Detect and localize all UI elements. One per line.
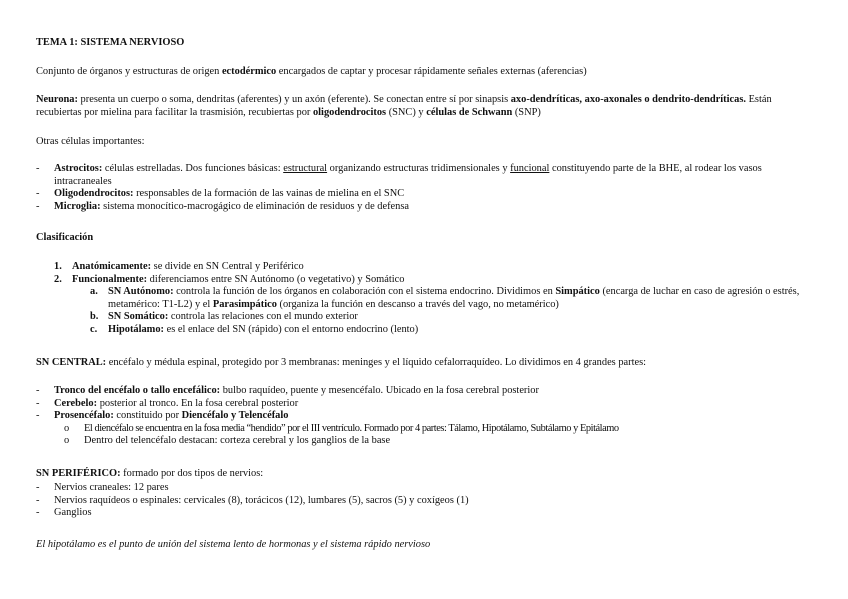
sn-periferico-list — [36, 482, 812, 520]
prosencefalo-text: constituido por — [113, 410, 182, 422]
funcional-underline: funcional — [510, 163, 550, 174]
list-dash: - — [36, 482, 40, 493]
funcionalmente-text: diferenciamos entre SN Autónomo (o vegetativo) y Somático — [147, 273, 405, 285]
autonomo-text: controla la función de los órganos en colaboración con el sistema endocrino. Dividimos en — [173, 286, 556, 298]
sn-periferico-term: SN PERIFÉRICO: — [36, 468, 121, 479]
item-letter: b. — [90, 311, 99, 323]
autonomo-text-3: (organiza la función en descanso a través del vago, no metamérico) — [276, 298, 559, 310]
sn-central-list — [36, 385, 812, 448]
telencefalo-text: Dentro del telencéfalo destacan: corteza cerebral y los ganglios de la base — [84, 435, 391, 447]
list-dash: - — [36, 507, 40, 519]
list-item-oligodendrocitos — [36, 188, 812, 201]
astrocitos-text-3: constituyendo parte de la BHE, al rodear los vasos intracraneales — [54, 163, 762, 187]
microglia-text: sistema monocítico-macrogágico de eliminación de residuos y de defensa — [100, 200, 410, 212]
list-item-cerebelo — [36, 398, 812, 411]
intro-text: Conjunto de órganos y estructuras de origen — [36, 66, 222, 77]
intro-bold-term: ectodérmico — [221, 66, 277, 77]
closing-italic-text: El hipotálamo es el punto de unión del sistema lento de hormonas y el sistema rápido nervioso — [36, 539, 431, 550]
raquideos-text: Nervios raquídeos o espinales: cervicales (8), torácicos (12), lumbares (5), sacros (5) y coxígeos (1) — [54, 494, 469, 506]
neurona-term: Neurona: — [36, 94, 78, 105]
microglia-term: Microglia: — [54, 200, 101, 212]
celulas-list — [36, 163, 812, 213]
hipotalamo-term: Hipotálamo: — [108, 323, 164, 335]
list-item-tronco — [36, 385, 812, 398]
closing-note — [36, 539, 812, 552]
list-dash: - — [36, 385, 40, 396]
autonomo-term: SN Autónomo: — [108, 286, 174, 298]
simpatico-term: Simpático — [555, 286, 600, 298]
tronco-text: bulbo raquídeo, puente y mesencéfalo. Ubicado en la fosa cerebral posterior — [220, 385, 539, 396]
schwann-term: células de Schwann — [426, 106, 513, 118]
neurona-text-2: Están recubiertas por mielina para facilitar la trasmisión, recubiertas por — [36, 94, 772, 118]
sinapsis-types: axo-dendríticas, axo-axonales o dendrito-dendríticas. — [510, 94, 746, 105]
sn-central-term: SN CENTRAL: — [36, 357, 107, 368]
item-number: 2. — [54, 273, 62, 285]
list-item-astrocitos — [36, 163, 812, 188]
sub-item-diencefalo — [36, 423, 812, 436]
list-item-microglia — [36, 201, 812, 214]
neurona-text: presenta un cuerpo o soma, dendritas (aferentes) y un axón (eferente). Se conectan entre sí por sinapsis — [77, 94, 511, 105]
intro-paragraph — [36, 66, 812, 79]
ganglios-text: Ganglios — [54, 507, 92, 519]
autonomo-text-2: (encarga de luchar en caso de agresión o estrés, metamérico: T1-L2) y el — [108, 286, 800, 310]
sn-periferico-text: formado por dos tipos de nervios: — [120, 468, 264, 479]
list-item-raquideos — [36, 495, 812, 508]
sn-periferico-paragraph — [36, 468, 812, 481]
sub-item-telencefalo — [36, 435, 812, 448]
list-dash: - — [36, 397, 40, 409]
sub-bullet: o — [64, 422, 69, 434]
somatico-text: controla las relaciones con el mundo exterior — [168, 311, 358, 323]
otras-celulas-heading: Otras células importantes: — [36, 136, 145, 147]
parasimpatico-term: Parasimpático — [212, 298, 277, 310]
cerebelo-text: posterior al tronco. En la fosa cerebral posterior — [97, 397, 299, 409]
clasificacion-heading: Clasificación — [36, 232, 94, 243]
prosencefalo-term: Prosencéfalo: — [54, 410, 114, 422]
anatomicamente-term: Anatómicamente: — [72, 261, 152, 272]
lettered-item-somatico — [36, 311, 812, 324]
list-item-prosencefalo — [36, 410, 812, 423]
astrocitos-text-2: organizando estructuras tridimensionales y — [327, 163, 511, 174]
sn-central-paragraph — [36, 357, 812, 370]
oligodendrocitos-term: oligodendrocitos — [312, 106, 387, 118]
list-dash: - — [36, 188, 40, 200]
lettered-item-autonomo — [36, 286, 812, 311]
anatomicamente-text: se divide en SN Central y Periférico — [151, 261, 304, 272]
astrocitos-text: células estrelladas. Dos funciones básicas: — [102, 163, 284, 174]
clasificacion-list — [36, 261, 812, 337]
diencefalo-text: El diencéfalo se encuentra en la fosa media “hendido” por el III ventrículo. Formado por 4 partes: Tálamo, Hipotálamo, Subtálamo y Epitálamo — [84, 422, 619, 434]
numbered-item-anatomicamente — [36, 261, 812, 274]
oligodendrocitos-text: responsables de la formación de las vainas de mielina en el SNC — [133, 188, 405, 200]
item-letter: c. — [90, 323, 98, 335]
list-dash: - — [36, 163, 40, 174]
numbered-item-funcionalmente — [36, 274, 812, 287]
astrocitos-term: Astrocitos: — [54, 163, 103, 174]
craneales-text: Nervios craneales: 12 pares — [54, 482, 169, 493]
tronco-term: Tronco del encéfalo o tallo encefálico: — [54, 385, 221, 396]
lettered-item-hipotalamo — [36, 324, 812, 337]
neurona-text-3: (SNC) y — [386, 106, 427, 118]
neurona-paragraph — [36, 94, 812, 119]
item-letter: a. — [90, 286, 98, 298]
hipotalamo-text: es el enlace del SN (rápido) con el entorno endocrino (lento) — [164, 323, 419, 335]
funcionalmente-term: Funcionalmente: — [72, 273, 148, 285]
document-title: TEMA 1: SISTEMA NERVIOSO — [36, 37, 185, 48]
somatico-term: SN Somático: — [108, 311, 169, 323]
list-dash: - — [36, 410, 40, 422]
item-number: 1. — [54, 261, 62, 272]
intro-text-end: encargados de captar y procesar rápidamente señales externas (aferencias) — [276, 66, 587, 77]
list-item-craneales — [36, 482, 812, 495]
sn-central-text: encéfalo y médula espinal, protegido por 3 membranas: meninges y el líquido cefalorraquídeo. Lo dividimos en 4 grandes partes: — [106, 357, 647, 368]
neurona-text-4: (SNP) — [512, 106, 541, 118]
estructural-underline: estructural — [283, 163, 328, 174]
oligodendrocitos-label: Oligodendrocitos: — [54, 188, 134, 200]
list-dash: - — [36, 200, 40, 212]
cerebelo-term: Cerebelo: — [54, 397, 98, 409]
diencefalo-telencefalo-term: Diencéfalo y Telencéfalo — [181, 410, 289, 422]
list-dash: - — [36, 494, 40, 506]
sub-bullet: o — [64, 435, 70, 447]
list-item-ganglios — [36, 507, 812, 520]
